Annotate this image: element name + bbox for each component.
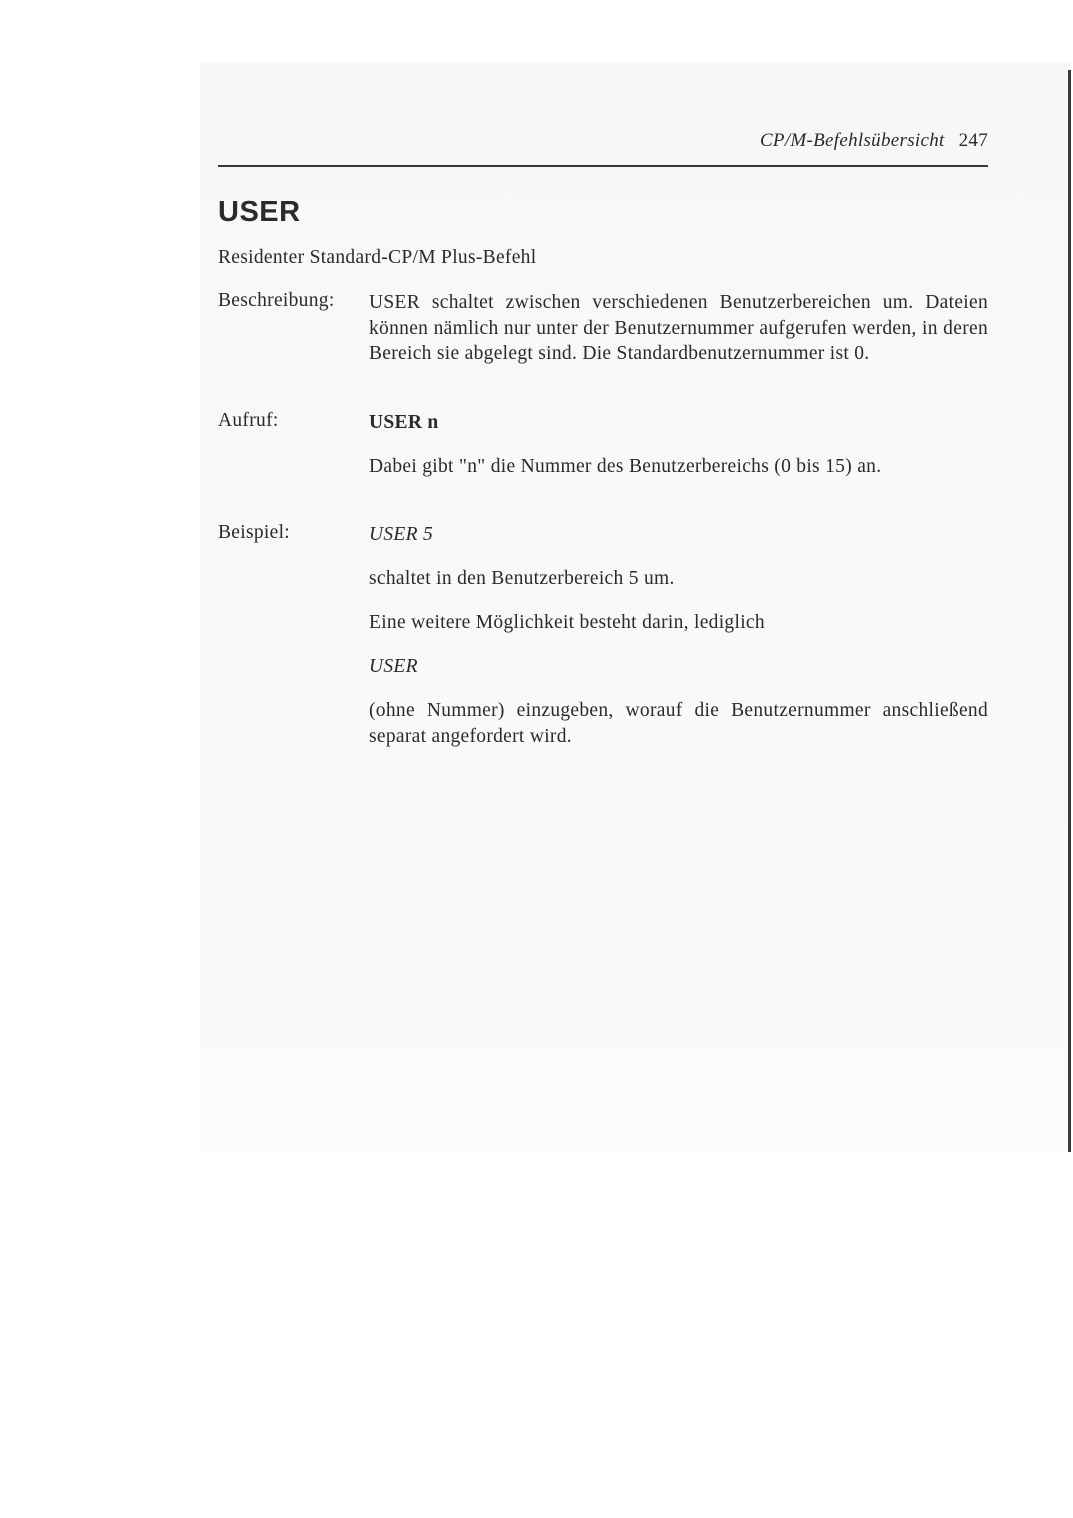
entry-title: USER [218, 196, 301, 228]
alternative-intro: Eine weitere Möglichkeit besteht darin, lediglich [369, 612, 765, 633]
syntax-label: Aufruf: [218, 410, 279, 431]
scanned-page-background [200, 62, 1070, 1152]
alternative-command: USER [369, 656, 418, 677]
syntax-explanation: Dabei gibt "n" die Nummer des Benutzerbereichs (0 bis 15) an. [369, 456, 882, 477]
syntax-command: USER n [369, 412, 439, 433]
header-section-title: CP/M-Befehlsübersicht [759, 130, 945, 151]
description-label: Beschreibung: [218, 290, 335, 311]
entry-subtitle: Residenter Standard-CP/M Plus-Befehl [218, 247, 537, 268]
page-number: 247 [958, 130, 988, 151]
header-rule [218, 165, 988, 167]
running-header [218, 130, 988, 158]
example-command: USER 5 [369, 524, 434, 545]
page-edge-line [1068, 70, 1071, 1152]
example-result: schaltet in den Benutzerbereich 5 um. [369, 568, 675, 589]
description-text: USER schaltet zwischen verschiedenen Benutzerbereichen um. Dateien können nämlich nur unter der Benutzernummer aufgerufen werden, in deren Bereich sie abgelegt sind. Die Standardbenutzernummer ist 0. [369, 292, 988, 364]
alternative-result: (ohne Nummer) einzugeben, worauf die Benutzernummer anschließend separat angefordert wird. [369, 700, 988, 747]
example-label: Beispiel: [218, 522, 291, 543]
